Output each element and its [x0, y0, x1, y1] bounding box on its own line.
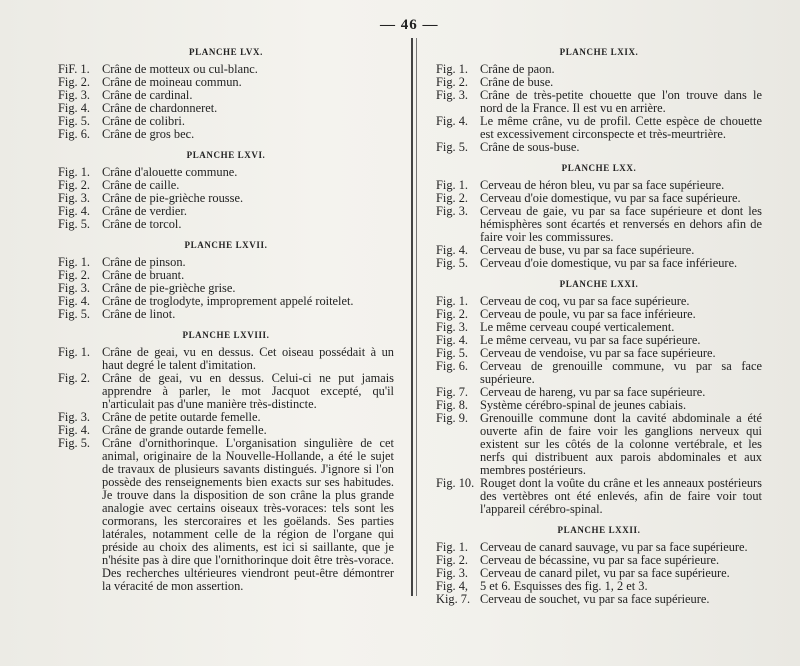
figure-label: Fig. 3. — [58, 281, 91, 295]
figure-label: Fig. 5. — [58, 114, 91, 128]
figure-label: Fig. 2. — [58, 178, 91, 192]
figure-caption: Crâne de cardinal. — [102, 88, 193, 102]
figure-label: Fig. 4. — [58, 294, 91, 308]
figure-entry — [436, 477, 762, 516]
figure-caption: Crâne de petite outarde femelle. — [102, 410, 261, 424]
figure-caption: Grenouille commune dont la cavité abdominale a été ouverte afin de faire voir les ganglions nerveux qui existent sur les côtés de la colonne vertébrale, et les nerfs qui distribuent aux parois abdominales et aux membres postérieurs. — [480, 411, 762, 477]
figure-label: Fig. 5. — [436, 256, 469, 270]
figure-entry — [436, 89, 762, 115]
figure-label: Fig. 4. — [58, 204, 91, 218]
figure-caption: Cerveau de canard pilet, vu par sa face supérieure. — [480, 566, 730, 580]
figure-entry — [58, 437, 394, 593]
figure-label: Fig. 3. — [436, 566, 469, 580]
figure-entry — [58, 218, 394, 231]
plate-section — [58, 329, 394, 593]
figure-caption: Cerveau de hareng, vu par sa face supérieure. — [480, 385, 706, 399]
figure-caption: Cerveau de poule, vu par sa face inférieure. — [480, 307, 696, 321]
figure-label: Fig. 8. — [436, 398, 469, 412]
figure-caption: Cerveau de grenouille commune, vu par sa face supérieure. — [480, 359, 762, 386]
plate-heading: PLANCHE LXX. — [561, 163, 637, 173]
figure-entry — [436, 141, 762, 154]
figure-caption: Crâne de pinson. — [102, 255, 186, 269]
plate-heading: PLANCHE LXIX. — [559, 47, 639, 57]
column-divider-thin — [416, 38, 417, 596]
figure-caption: Crâne de colibri. — [102, 114, 185, 128]
figure-label: Fig. 1. — [58, 165, 91, 179]
figure-label: Fig. 2. — [436, 307, 469, 321]
right-column — [436, 38, 762, 606]
figure-label: Fig. 2. — [58, 75, 91, 89]
plate-heading: PLANCHE LXVIII. — [182, 330, 270, 340]
figure-label: Fig. 4. — [436, 333, 469, 347]
plate-heading: PLANCHE LXVI. — [186, 150, 266, 160]
plate-section — [58, 239, 394, 321]
figure-caption: Cerveau de gaie, vu par sa face supérieure et dont les hémisphères sont écartés et renversés en dehors afin de faire voir les commissures. — [480, 204, 762, 244]
figure-caption: Le même cerveau coupé verticalement. — [480, 320, 675, 334]
figure-label: Fig. 4. — [436, 243, 469, 257]
figure-caption: Crâne de pie-grièche grise. — [102, 281, 236, 295]
figure-label: Fig. 2. — [58, 268, 91, 282]
figure-label: Fig. 1. — [436, 294, 469, 308]
figure-caption: Le même crâne, vu de profil. Cette espèce de chouette est excessivement circonspecte et très-meurtrière. — [480, 114, 762, 141]
figure-caption: Système cérébro-spinal de jeunes cabiais. — [480, 398, 687, 412]
figure-caption: Crâne de très-petite chouette que l'on trouve dans le nord de la France. Il est vu en arrière. — [480, 88, 762, 115]
figure-label: Fig. 6. — [436, 359, 469, 373]
figure-label: Fig. 3. — [436, 204, 469, 218]
page-number: — 46 — — [380, 17, 439, 33]
figure-entry — [58, 346, 394, 372]
figure-label: Fig. 5. — [58, 217, 91, 231]
plate-section — [436, 162, 762, 270]
plate-section — [436, 46, 762, 154]
figure-label: FiF. 1. — [58, 62, 90, 76]
figure-label: Fig. 4. — [58, 423, 91, 437]
figure-caption: Cerveau de vendoise, vu par sa face supérieure. — [480, 346, 716, 360]
figure-label: Fig. 2. — [436, 553, 469, 567]
figure-entry — [58, 308, 394, 321]
figure-caption: Cerveau de canard sauvage, vu par sa face supérieure. — [480, 540, 748, 554]
plate-heading: PLANCHE LXXII. — [557, 525, 641, 535]
figure-label: Fig. 2. — [436, 191, 469, 205]
figure-caption: Crâne de geai, vu en dessus. Celui-ci ne put jamais apprendre à parler, le mot Jacquot excepté, qu'il n'articulait pas d'une manière très-distincte. — [102, 371, 394, 411]
figure-label: Fig. 10. — [436, 476, 475, 490]
figure-caption: Cerveau d'oie domestique, vu par sa face supérieure. — [480, 191, 741, 205]
figure-caption: Crâne de paon. — [480, 62, 555, 76]
figure-label: Fig. 3. — [58, 88, 91, 102]
figure-caption: Le même cerveau, vu par sa face supérieure. — [480, 333, 701, 347]
figure-label: Fig. 5. — [436, 346, 469, 360]
plate-heading: PLANCHE LVX. — [189, 47, 263, 57]
figure-entry — [436, 593, 762, 606]
figure-label: Fig. 3. — [436, 320, 469, 334]
plate-section — [436, 524, 762, 606]
figure-label: Kig. 7. — [436, 592, 471, 606]
figure-caption: 5 et 6. Esquisses des fig. 1, 2 et 3. — [480, 579, 648, 593]
left-column — [58, 38, 394, 593]
figure-caption: Cerveau d'oie domestique, vu par sa face inférieure. — [480, 256, 738, 270]
figure-caption: Cerveau de buse, vu par sa face supérieure. — [480, 243, 695, 257]
plate-section — [58, 46, 394, 141]
figure-caption: Crâne de torcol. — [102, 217, 182, 231]
figure-label: Fig. 4, — [436, 579, 469, 593]
figure-caption: Crâne de pie-grièche rousse. — [102, 191, 244, 205]
plate-heading: PLANCHE LXXI. — [559, 279, 639, 289]
figure-caption: Crâne de gros bec. — [102, 127, 195, 141]
figure-caption: Crâne de bruant. — [102, 268, 185, 282]
figure-entry — [436, 360, 762, 386]
figure-entry — [58, 372, 394, 411]
figure-label: Fig. 2. — [58, 371, 91, 385]
figure-caption: Crâne d'ornithorinque. L'organisation singulière de cet animal, originaire de la Nouvelle-Hollande, a été le sujet de travaux de plusieurs savants distingués. J'ignore si l'on possède des renseignements bien exacts sur ses habitudes. Je trouve dans la disposition de son crâne la plus grande analogie avec certains oiseaux très-voraces: tels sont les cormorans, les stercoraires et les goëlands. Ses parties latérales, notamment celle de la région de l'organe qui préside au choix des aliments, est ici si saillante, que je n'hésite pas à dire que l'ornithorinque doit être très-vorace. Des recherches ultérieures viendront peut-être démontrer la véracité de mon assertion. — [102, 436, 394, 593]
figure-caption: Crâne d'alouette commune. — [102, 165, 238, 179]
figure-caption: Crâne de caille. — [102, 178, 180, 192]
figure-label: Fig. 4. — [436, 114, 469, 128]
figure-label: Fig. 1. — [436, 540, 469, 554]
figure-entry — [436, 257, 762, 270]
figure-label: Fig. 3. — [436, 88, 469, 102]
figure-caption: Crâne de chardonneret. — [102, 101, 218, 115]
figure-label: Fig. 9. — [436, 411, 469, 425]
figure-caption: Crâne de sous-buse. — [480, 140, 580, 154]
figure-label: Fig. 5. — [436, 140, 469, 154]
figure-caption: Crâne de linot. — [102, 307, 176, 321]
figure-label: Fig. 5. — [58, 436, 91, 450]
figure-label: Fig. 6. — [58, 127, 91, 141]
figure-caption: Cerveau de héron bleu, vu par sa face supérieure. — [480, 178, 725, 192]
figure-label: Fig. 1. — [58, 345, 91, 359]
figure-caption: Crâne de moineau commun. — [102, 75, 242, 89]
figure-caption: Crâne de troglodyte, improprement appelé roitelet. — [102, 294, 354, 308]
figure-label: Fig. 7. — [436, 385, 469, 399]
figure-caption: Crâne de geai, vu en dessus. Cet oiseau possédait à un haut degré le talent d'imitation. — [102, 345, 394, 372]
figure-entry — [436, 115, 762, 141]
figure-label: Fig. 1. — [58, 255, 91, 269]
figure-label: Fig. 3. — [58, 191, 91, 205]
figure-caption: Rouget dont la voûte du crâne et les anneaux postérieurs des vertèbres ont été enlevés, afin de faire voir tout l'appareil cérébro-spinal. — [480, 476, 762, 516]
figure-caption: Crâne de buse. — [480, 75, 554, 89]
figure-caption: Crâne de grande outarde femelle. — [102, 423, 267, 437]
figure-entry — [436, 205, 762, 244]
figure-caption: Cerveau de bécassine, vu par sa face supérieure. — [480, 553, 720, 567]
figure-caption: Crâne de verdier. — [102, 204, 187, 218]
figure-entry — [58, 128, 394, 141]
figure-label: Fig. 1. — [436, 62, 469, 76]
figure-label: Fig. 2. — [436, 75, 469, 89]
plate-section — [58, 149, 394, 231]
column-divider — [411, 38, 413, 596]
figure-label: Fig. 5. — [58, 307, 91, 321]
figure-caption: Cerveau de souchet, vu par sa face supérieure. — [480, 592, 710, 606]
figure-label: Fig. 1. — [436, 178, 469, 192]
figure-entry — [436, 412, 762, 477]
figure-label: Fig. 4. — [58, 101, 91, 115]
plate-heading: PLANCHE LXVII. — [184, 240, 268, 250]
plate-section — [436, 278, 762, 516]
figure-caption: Crâne de motteux ou cul-blanc. — [102, 62, 258, 76]
figure-caption: Cerveau de coq, vu par sa face supérieure. — [480, 294, 690, 308]
figure-label: Fig. 3. — [58, 410, 91, 424]
